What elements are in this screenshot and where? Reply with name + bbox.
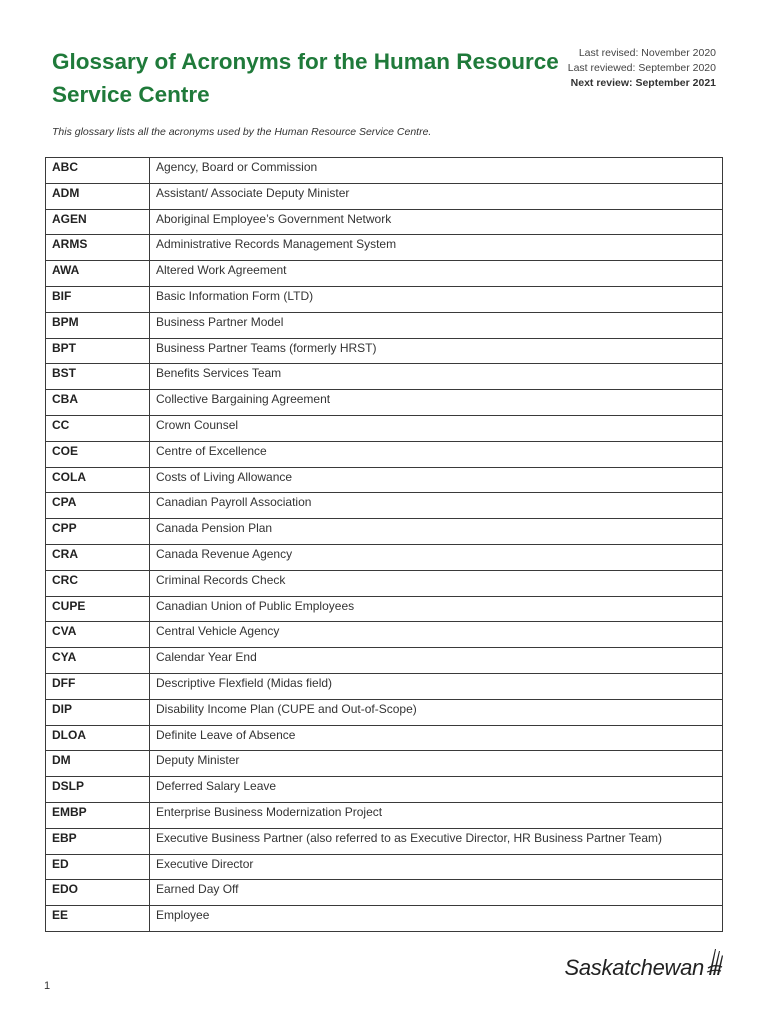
definition-cell: Business Partner Model [150, 312, 723, 338]
definition-cell: Canada Pension Plan [150, 519, 723, 545]
definition-cell: Agency, Board or Commission [150, 158, 723, 184]
table-row [46, 364, 723, 390]
definition-cell: Business Partner Teams (formerly HRST) [150, 338, 723, 364]
definition-cell: Costs of Living Allowance [150, 467, 723, 493]
table-row [46, 570, 723, 596]
definition-cell: Earned Day Off [150, 880, 723, 906]
table-row [46, 183, 723, 209]
table-row [46, 828, 723, 854]
acronym-cell: EE [46, 906, 150, 932]
definition-cell: Canada Revenue Agency [150, 544, 723, 570]
acronym-cell: DLOA [46, 725, 150, 751]
definition-cell: Executive Director [150, 854, 723, 880]
table-row [46, 235, 723, 261]
acronym-cell: ARMS [46, 235, 150, 261]
table-row [46, 519, 723, 545]
acronym-cell: CRA [46, 544, 150, 570]
acronym-cell: BPT [46, 338, 150, 364]
logo-wordmark: Saskatchewan [564, 955, 704, 980]
acronym-cell: BPM [46, 312, 150, 338]
definition-cell: Centre of Excellence [150, 441, 723, 467]
definition-cell: Benefits Services Team [150, 364, 723, 390]
table-row [46, 415, 723, 441]
table-row [46, 209, 723, 235]
acronym-cell: BIF [46, 286, 150, 312]
acronym-cell: CPA [46, 493, 150, 519]
definition-cell: Assistant/ Associate Deputy Minister [150, 183, 723, 209]
table-row [46, 338, 723, 364]
revision-info [568, 46, 716, 91]
acronym-cell: EBP [46, 828, 150, 854]
table-row [46, 880, 723, 906]
acronym-cell: CBA [46, 390, 150, 416]
table-row [46, 286, 723, 312]
table-row [46, 673, 723, 699]
definition-cell: Employee [150, 906, 723, 932]
acronym-cell: CUPE [46, 596, 150, 622]
table-row [46, 261, 723, 287]
table-row [46, 441, 723, 467]
table-row [46, 802, 723, 828]
table-row [46, 725, 723, 751]
table-row [46, 467, 723, 493]
table-row [46, 544, 723, 570]
definition-cell: Disability Income Plan (CUPE and Out-of-Scope) [150, 699, 723, 725]
acronym-cell: DIP [46, 699, 150, 725]
acronym-cell: EMBP [46, 802, 150, 828]
acronym-cell: CRC [46, 570, 150, 596]
acronym-cell: CC [46, 415, 150, 441]
definition-cell: Executive Business Partner (also referred to as Executive Director, HR Business Partner Team) [150, 828, 723, 854]
next-review: Next review: September 2021 [570, 77, 716, 89]
table-row [46, 699, 723, 725]
definition-cell: Basic Information Form (LTD) [150, 286, 723, 312]
acronym-cell: COLA [46, 467, 150, 493]
last-reviewed: Last reviewed: September 2020 [567, 62, 716, 74]
definition-cell: Criminal Records Check [150, 570, 723, 596]
definition-cell: Collective Bargaining Agreement [150, 390, 723, 416]
table-row [46, 493, 723, 519]
definition-cell: Central Vehicle Agency [150, 622, 723, 648]
definition-cell: Deputy Minister [150, 751, 723, 777]
wheat-sheaf-icon [706, 946, 724, 981]
definition-cell: Deferred Salary Leave [150, 777, 723, 803]
acronym-cell: CVA [46, 622, 150, 648]
definition-cell: Altered Work Agreement [150, 261, 723, 287]
acronym-cell: AGEN [46, 209, 150, 235]
acronym-cell: CPP [46, 519, 150, 545]
table-row [46, 596, 723, 622]
table-row [46, 777, 723, 803]
acronym-cell: COE [46, 441, 150, 467]
table-row [46, 906, 723, 932]
acronym-cell: DM [46, 751, 150, 777]
acronym-cell: AWA [46, 261, 150, 287]
definition-cell: Canadian Payroll Association [150, 493, 723, 519]
table-row [46, 648, 723, 674]
acronym-cell: EDO [46, 880, 150, 906]
acronym-cell: DFF [46, 673, 150, 699]
table-row [46, 751, 723, 777]
acronym-cell: ABC [46, 158, 150, 184]
definition-cell: Canadian Union of Public Employees [150, 596, 723, 622]
table-row [46, 312, 723, 338]
page-number: 1 [44, 980, 51, 992]
table-row [46, 390, 723, 416]
table-row [46, 622, 723, 648]
last-revised: Last revised: November 2020 [578, 47, 716, 59]
acronym-cell: ADM [46, 183, 150, 209]
table-row [46, 158, 723, 184]
intro-text: This glossary lists all the acronyms used by the Human Resource Service Centre. [52, 126, 432, 138]
acronym-cell: BST [46, 364, 150, 390]
acronym-cell: CYA [46, 648, 150, 674]
saskatchewan-logo [565, 946, 725, 981]
definition-cell: Administrative Records Management System [150, 235, 723, 261]
definition-cell: Descriptive Flexfield (Midas field) [150, 673, 723, 699]
definition-cell: Aboriginal Employee’s Government Network [150, 209, 723, 235]
definition-cell: Calendar Year End [150, 648, 723, 674]
glossary-table [45, 157, 723, 932]
acronym-cell: ED [46, 854, 150, 880]
acronym-cell: DSLP [46, 777, 150, 803]
definition-cell: Enterprise Business Modernization Project [150, 802, 723, 828]
definition-cell: Definite Leave of Absence [150, 725, 723, 751]
table-row [46, 854, 723, 880]
document-title: Glossary of Acronyms for the Human Resource Service Centre [52, 49, 559, 107]
definition-cell: Crown Counsel [150, 415, 723, 441]
